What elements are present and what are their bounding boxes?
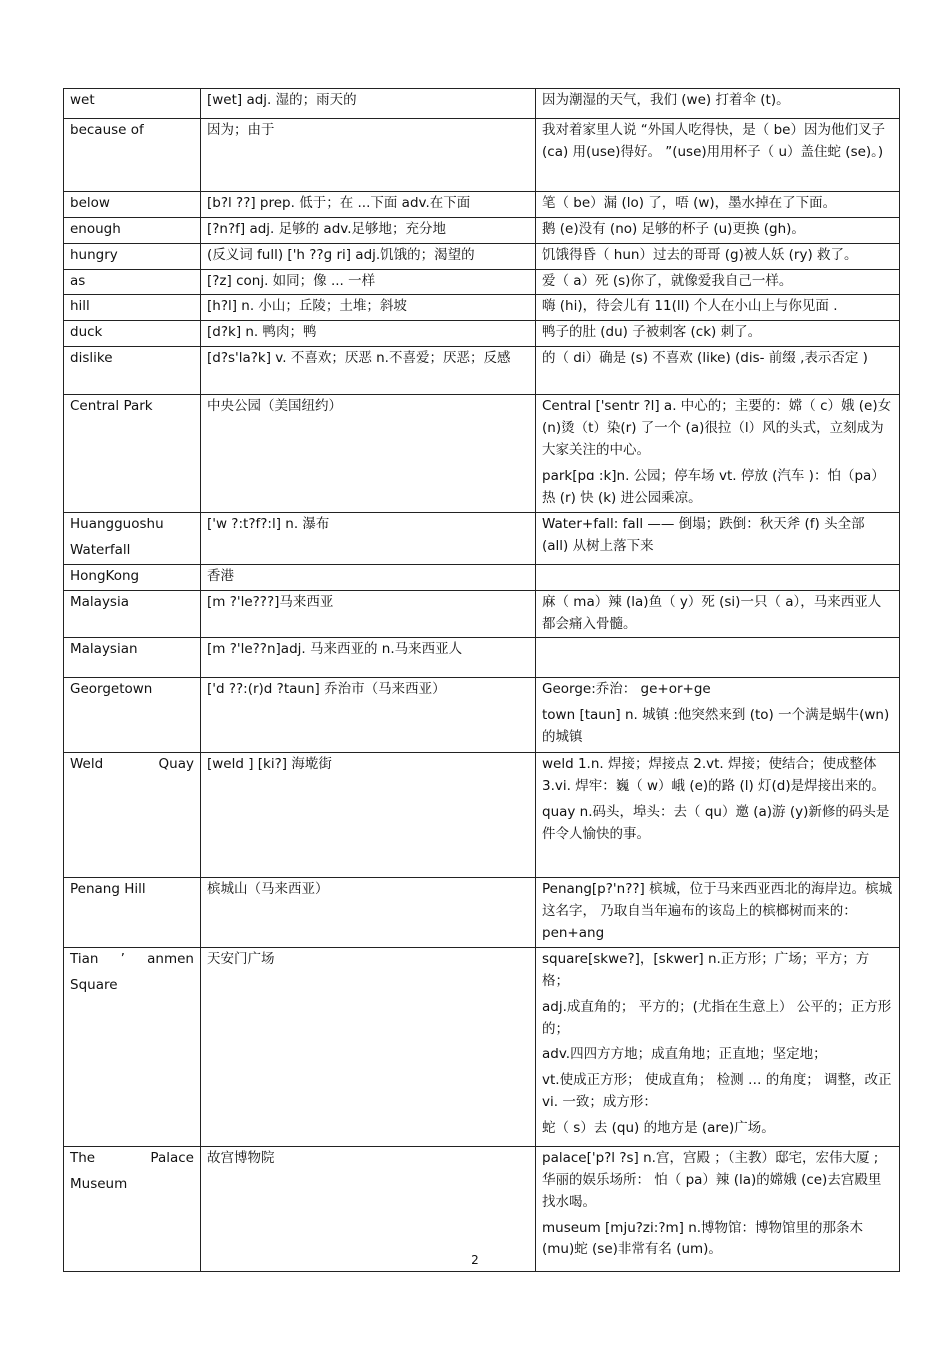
word-text: hill — [70, 298, 90, 315]
meaning-cell — [201, 678, 536, 753]
vocabulary-table-body — [64, 89, 900, 1272]
memory-tip-text: adj.成直角的； 平方的；(尤指在生意上） 公平的；正方形的； — [542, 998, 892, 1037]
word-text: wet — [70, 92, 95, 108]
memory-tip-text: 因为潮湿的天气，我们 (we) 打着伞 (t)。 — [542, 92, 790, 108]
word-text: dislike — [70, 350, 113, 367]
word-cell — [64, 638, 201, 678]
meaning-text: (反义词 full) ['h ??ɡ ri] adj.饥饿的；渴望的 — [207, 246, 475, 263]
word-text: Huangguoshu — [70, 516, 164, 533]
word-text: Central Park — [70, 398, 153, 415]
word-text: HongKong — [70, 567, 140, 584]
memory-tip-text: adv.四四方方地；成直角地；正直地；坚定地； — [542, 1046, 827, 1063]
table-row — [64, 269, 900, 295]
meaning-cell — [201, 321, 536, 347]
meaning-text: [d?s'la?k] v. 不喜欢；厌恶 n.不喜爱；厌恶；反感 — [207, 350, 511, 367]
word-cell — [64, 347, 201, 395]
word-text: Square — [70, 976, 118, 993]
memory-tip-text: 我对着家里人说 “外国人吃得快，是（ be）因为他们叉子 (ca) 用(use)得好。 ”(use)用用杯子（ u）盖住蛇 (se)。) — [542, 122, 885, 160]
memory-tip-cell — [536, 243, 900, 269]
word-text: enough — [70, 220, 121, 237]
table-row — [64, 295, 900, 321]
memory-tip-text: 笔（ be）漏 (lo) 了，唔 (w)，墨水掉在了下面。 — [542, 195, 837, 211]
word-cell — [64, 192, 201, 218]
word-text: as — [70, 272, 86, 289]
table-row — [64, 119, 900, 192]
memory-tip-text: Water+fall: fall —— 倒塌；跌倒：秋天斧 (f) 头全部 (all) 从树上落下来 — [542, 516, 865, 555]
word-cell — [64, 948, 201, 1147]
word-text: Weld Quay — [70, 756, 194, 773]
word-text: hungry — [70, 246, 118, 263]
table-row — [64, 217, 900, 243]
page-number: 2 — [471, 1253, 479, 1267]
memory-tip-text: 鸭子的肚 (du) 子被刺客 (ck) 刺了。 — [542, 324, 762, 341]
word-cell — [64, 590, 201, 638]
table-row — [64, 192, 900, 218]
meaning-text: 香港 — [207, 567, 234, 584]
table-row — [64, 89, 900, 119]
memory-tip-cell — [536, 590, 900, 638]
memory-tip-text: George:乔治： ge+or+ge — [542, 681, 711, 698]
meaning-text: 中央公园（美国纽约） — [207, 398, 342, 415]
table-row — [64, 753, 900, 878]
memory-tip-cell — [536, 192, 900, 218]
memory-tip-cell — [536, 89, 900, 119]
word-cell — [64, 395, 201, 513]
word-text: Tian ’ anmen — [70, 951, 194, 968]
word-cell — [64, 678, 201, 753]
meaning-text: [d?k] n. 鸭肉；鸭 — [207, 324, 317, 341]
memory-tip-text: vt.使成正方形； 使成直角； 检测 … 的角度； 调整，改正 vi. 一致；成方形： — [542, 1072, 892, 1111]
memory-tip-text: 饥饿得昏（ hun）过去的哥哥 (g)被人妖 (ry) 救了。 — [542, 246, 858, 263]
table-row — [64, 321, 900, 347]
meaning-text: [b?l ??] prep. 低于；在 ...下面 adv.在下面 — [207, 195, 471, 211]
meaning-cell — [201, 638, 536, 678]
word-text: Malaysian — [70, 641, 138, 658]
memory-tip-cell — [536, 347, 900, 395]
meaning-cell — [201, 192, 536, 218]
table-row — [64, 590, 900, 638]
meaning-cell — [201, 295, 536, 321]
table-row — [64, 395, 900, 513]
meaning-text: [wet] adj. 湿的；雨天的 — [207, 92, 357, 108]
word-cell — [64, 878, 201, 948]
memory-tip-text: 鹅 (e)没有 (no) 足够的杯子 (u)更换 (gh)。 — [542, 220, 805, 237]
meaning-text: [m ?'le???]马来西亚 — [207, 593, 334, 610]
memory-tip-text: Penang[p?'n??] 槟城，位于马来西亚西北的海岸边。槟城这名字， 乃取自当年遍布的该岛上的槟榔树而来的： pen+ang — [542, 881, 893, 942]
meaning-text: [weld ] [ki?] 海墘街 — [207, 756, 332, 773]
word-cell — [64, 564, 201, 590]
memory-tip-cell — [536, 395, 900, 513]
memory-tip-text: museum [mju?zi:?m] n.博物馆：博物馆里的那条木(mu)蛇 (se)非常有名 (um)。 — [542, 1219, 864, 1258]
memory-tip-cell — [536, 878, 900, 948]
meaning-text: 槟城山（马来西亚） — [207, 881, 329, 898]
meaning-text: 天安门广场 — [207, 951, 275, 968]
meaning-cell — [201, 878, 536, 948]
memory-tip-text: quay n.码头，埠头：去（ qu）邀 (a)游 (y)新修的码头是件令人愉快的事。 — [542, 804, 890, 843]
memory-tip-cell — [536, 753, 900, 878]
word-text: Malaysia — [70, 593, 129, 610]
meaning-cell — [201, 89, 536, 119]
meaning-cell — [201, 395, 536, 513]
memory-tip-text: park[pɑ :k]n. 公园；停车场 vt. 停放 (汽车 )：怕（pa）热 (r) 快 (k) 进公园乘凉。 — [542, 467, 885, 506]
word-text: Museum — [70, 1175, 128, 1192]
meaning-text: [?n?f] adj. 足够的 adv.足够地；充分地 — [207, 220, 447, 237]
word-cell — [64, 89, 201, 119]
word-text: duck — [70, 324, 103, 341]
word-cell — [64, 243, 201, 269]
meaning-cell — [201, 243, 536, 269]
meaning-text: [m ?'le??n]adj. 马来西亚的 n.马来西亚人 — [207, 641, 463, 658]
memory-tip-cell — [536, 217, 900, 243]
meaning-text: [?z] conj. 如同；像 ... 一样 — [207, 272, 376, 289]
memory-tip-cell — [536, 564, 900, 590]
meaning-text: 因为；由于 — [207, 122, 275, 138]
meaning-cell — [201, 217, 536, 243]
memory-tip-cell — [536, 513, 900, 565]
meaning-cell — [201, 513, 536, 565]
memory-tip-text: 嗨 (hi)，待会儿有 11(ll) 个人在小山上与你见面 . — [542, 298, 838, 315]
word-text: The Palace — [70, 1150, 194, 1167]
meaning-text: 故宫博物院 — [207, 1150, 275, 1167]
meaning-cell — [201, 590, 536, 638]
memory-tip-cell — [536, 321, 900, 347]
word-cell — [64, 295, 201, 321]
word-text: Penang Hill — [70, 881, 146, 898]
table-row — [64, 347, 900, 395]
table-row — [64, 678, 900, 753]
table-row — [64, 948, 900, 1147]
memory-tip-text: palace['p?l ?s] n.宫，宫殿 ；（主教）邸宅，宏伟大厦 ; 华丽的娱乐场所： 怕（ pa）辣 (la)的嫦娥 (ce)去宫殿里找水喝。 — [542, 1150, 882, 1210]
word-cell — [64, 217, 201, 243]
meaning-cell — [201, 564, 536, 590]
memory-tip-text: town [taun] n. 城镇 :他突然来到 (to) 一个满是蜗牛(wn) 的城镇 — [542, 707, 890, 746]
table-row — [64, 638, 900, 678]
word-cell — [64, 119, 201, 192]
word-text: below — [70, 195, 110, 211]
word-cell — [64, 269, 201, 295]
word-cell — [64, 753, 201, 878]
word-cell — [64, 513, 201, 565]
memory-tip-cell — [536, 119, 900, 192]
memory-tip-cell — [536, 269, 900, 295]
memory-tip-text: weld 1.n. 焊接；焊接点 2.vt. 焊接；使结合；使成整体 3.vi. 焊牢：巍（ w）峨 (e)的路 (l) 灯(d)是焊接出来的。 — [542, 756, 886, 795]
meaning-text: ['w ?:t?f?:l] n. 瀑布 — [207, 516, 330, 533]
meaning-cell — [201, 119, 536, 192]
memory-tip-text: 的（ di）确是 (s) 不喜欢 (like) (dis- 前缀 ,表示否定 ) — [542, 350, 868, 367]
memory-tip-cell — [536, 638, 900, 678]
table-row — [64, 878, 900, 948]
memory-tip-text: Central ['sentr ?l] a. 中心的；主要的：嫦（ c）娥 (e)女(n)烫（t）染(r) 了一个 (a)很拉（l）风的头式，立刻成为大家关注的中心。 — [542, 398, 892, 458]
word-text: Waterfall — [70, 542, 131, 559]
word-text: Georgetown — [70, 681, 153, 698]
meaning-cell — [201, 753, 536, 878]
memory-tip-text: square[skwe?]，[skwer] n.正方形；广场；平方；方格； — [542, 951, 870, 989]
table-row — [64, 243, 900, 269]
memory-tip-cell — [536, 295, 900, 321]
table-row — [64, 513, 900, 565]
vocabulary-table — [63, 88, 900, 1272]
meaning-text: ['d ??:(r)d ?taun] 乔治市（马来西亚） — [207, 681, 446, 698]
word-cell — [64, 321, 201, 347]
meaning-cell — [201, 347, 536, 395]
word-text: because of — [70, 122, 144, 138]
memory-tip-text: 爱（ a）死 (s)你了，就像爱我自己一样。 — [542, 272, 793, 289]
memory-tip-cell — [536, 948, 900, 1147]
meaning-cell — [201, 269, 536, 295]
meaning-text: [h?l] n. 小山；丘陵；土堆；斜坡 — [207, 298, 407, 315]
table-row — [64, 564, 900, 590]
memory-tip-text: 麻（ ma）辣 (la)鱼（ y）死 (si)一只（ a），马来西亚人都会痛入骨髓。 — [542, 593, 882, 632]
memory-tip-text: 蛇（ s）去 (qu) 的地方是 (are)广场。 — [542, 1120, 775, 1137]
meaning-cell — [201, 948, 536, 1147]
memory-tip-cell — [536, 678, 900, 753]
